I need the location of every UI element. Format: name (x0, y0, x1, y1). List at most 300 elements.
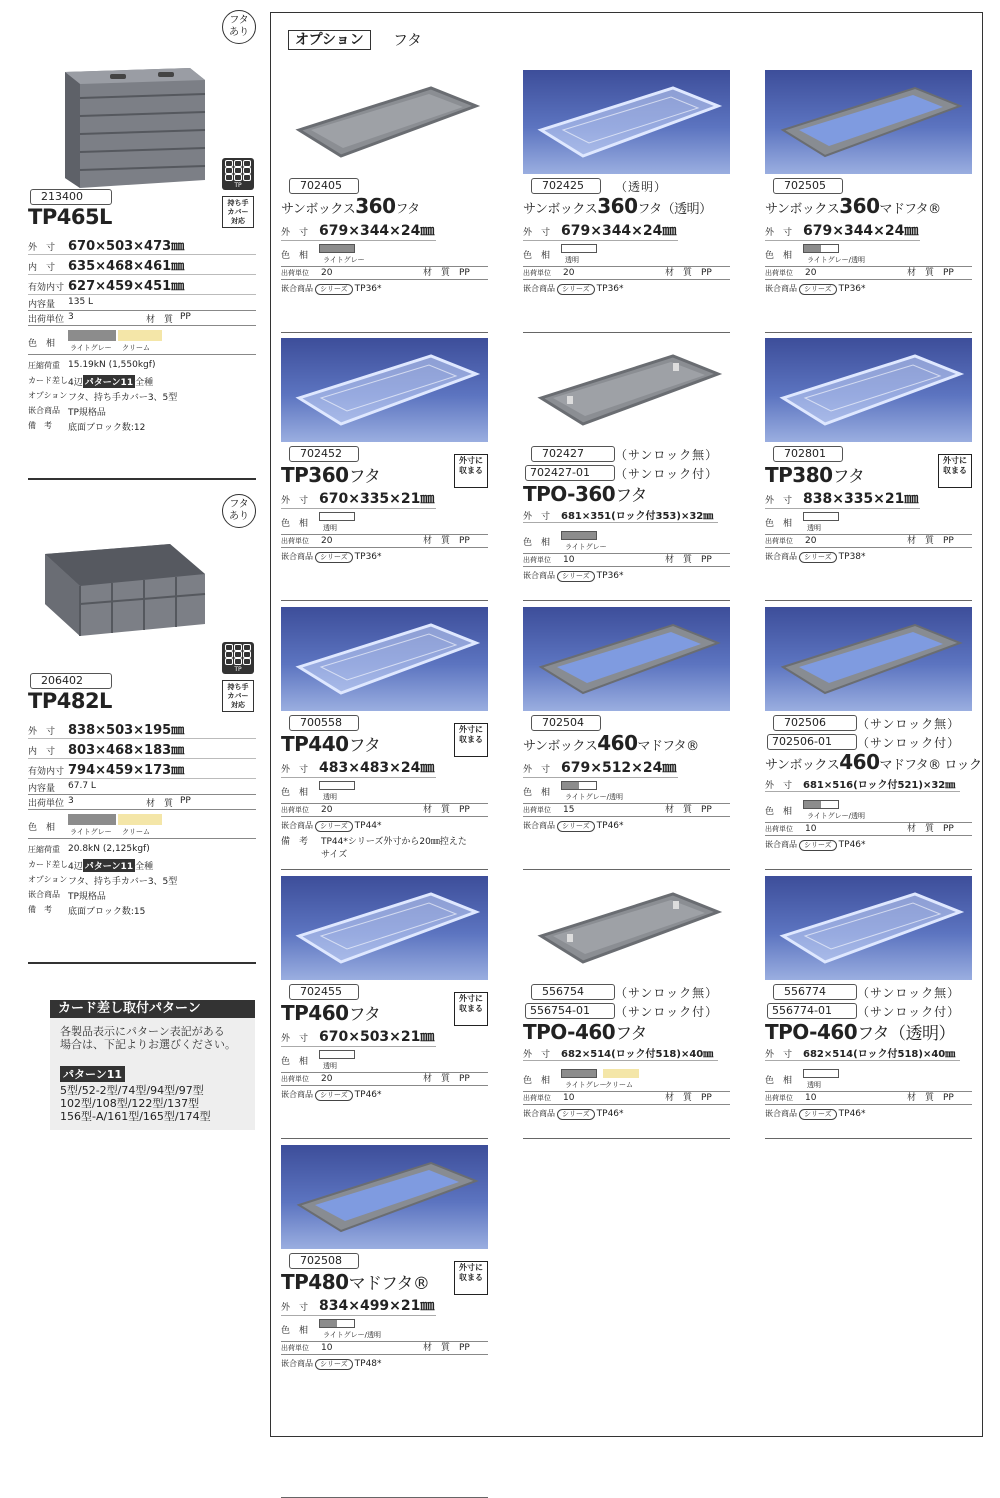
lid-photo (281, 876, 488, 980)
lid-dimensions (281, 488, 436, 509)
dimension-value: 627×459×451㎜ (68, 279, 185, 294)
lid-ship-row (523, 553, 730, 567)
lid-name (281, 1269, 429, 1294)
note-line-1: TP44*シリーズ外寸から20㎜控えた (321, 837, 467, 847)
compat-label: 嵌合商品 (523, 1109, 555, 1118)
ship-label: 出荷単位 (281, 537, 309, 545)
material-value: PP (943, 268, 954, 278)
lid-color-swatch (561, 244, 597, 253)
lid-compat (765, 551, 866, 563)
lid-dimensions (523, 757, 678, 778)
ship-value: 10 (563, 555, 575, 565)
lid-photo (765, 338, 972, 442)
handle-cover-badge: 持ち手 カバー 対応 (222, 680, 254, 712)
outer-label: 外 寸 (281, 765, 309, 775)
spec-label: オプション (28, 391, 68, 400)
material-value: PP (459, 536, 470, 546)
dimension-label: 有効内寸 (28, 767, 65, 777)
ship-label: 出荷単位 (523, 269, 551, 277)
lid-name-number: 460 (597, 731, 638, 755)
lid-name-number: TP480 (281, 1270, 349, 1294)
card-pattern-line2: 102型/108型/122型/137型 (60, 1097, 200, 1110)
lid-photo (523, 607, 730, 711)
color-label: 色 相 (523, 538, 551, 548)
lid-name (765, 1019, 955, 1044)
color-label: 色 相 (765, 519, 793, 529)
lid-code: 702427 (531, 446, 615, 462)
ship-label: 出荷単位 (281, 1344, 309, 1352)
material-label: 材 質 (423, 536, 451, 546)
box-image (40, 60, 210, 200)
lid-code: 702506 (773, 715, 857, 731)
volume-row (28, 781, 256, 795)
volume-value: 67.7 L (68, 781, 96, 791)
lid-dimensions (281, 220, 436, 241)
swatch-cream (118, 814, 162, 825)
material-value: PP (701, 1093, 712, 1103)
lid-code: 556774 (773, 984, 857, 1000)
lid-color-swatch (319, 1319, 355, 1328)
lid-ship-row (281, 1072, 488, 1086)
color-label: 色 相 (281, 251, 309, 261)
lid-name-prefix: サンボックス (281, 202, 356, 217)
lid-code-note: （サンロック無） (857, 717, 961, 731)
lid-compat (765, 1108, 866, 1120)
color-label: 色 相 (281, 519, 309, 529)
color-label: 色 相 (28, 339, 56, 349)
lid-name (765, 462, 864, 487)
lid-illustration (281, 1145, 488, 1249)
dimension-value: 803×468×183㎜ (68, 743, 185, 758)
lid-name (281, 731, 380, 756)
grid-cell-icon (243, 651, 251, 658)
lid-code-note: （サンロック無） (615, 986, 719, 1000)
card-all: 全種 (135, 862, 154, 872)
lid-dimensions (765, 488, 920, 509)
ship-value: 20 (321, 1074, 333, 1084)
lid-illustration (281, 876, 488, 980)
spec-value: 底面ブロック数:12 (68, 423, 146, 433)
material-label: 材 質 (423, 1074, 451, 1084)
lid-dimensions (523, 1045, 718, 1061)
tp-standard-icon (222, 642, 254, 674)
lid-compat (281, 1358, 382, 1370)
spec-row (28, 375, 153, 388)
material-value: PP (180, 312, 191, 322)
dimension-row (28, 255, 256, 275)
cell-divider (281, 869, 488, 870)
fits-outer-badge: 外寸に 収まる (454, 454, 488, 488)
cell-divider (523, 1138, 730, 1139)
material-label: 材 質 (423, 805, 451, 815)
ship-value: 20 (321, 536, 333, 546)
lid-color-swatch (561, 1069, 597, 1078)
lid-name-suffix: フタ (395, 202, 420, 217)
ship-value: 20 (321, 805, 333, 815)
compat-value: TP46* (596, 821, 624, 831)
series-pill: シリーズ (799, 552, 837, 563)
material-value: PP (459, 1343, 470, 1353)
outer-label: 外 寸 (765, 781, 793, 791)
lid-code: 702425 (531, 178, 601, 194)
card-pattern-line3: 156型-A/161型/165型/174型 (60, 1110, 211, 1123)
cell-divider (765, 600, 972, 601)
grid-cell-icon (234, 174, 242, 181)
ship-value: 20 (805, 268, 817, 278)
card-pattern-label: パターン11 (60, 1066, 125, 1082)
color-label: 色 相 (765, 807, 793, 817)
lid-color-swatch (319, 512, 355, 521)
lid-photo (281, 1145, 488, 1249)
lid-name-number: TPO-460 (523, 1020, 616, 1044)
spec-value: フタ、持ち手カバー3、5型 (68, 393, 178, 403)
lid-compat (523, 570, 624, 582)
lid-color-name: ライトグレー/透明 (807, 256, 866, 264)
lid-compat (523, 283, 624, 295)
product-code: 206402 (30, 673, 112, 689)
lid-name (765, 194, 941, 218)
lid-color-swatch (319, 781, 355, 790)
lid-illustration (281, 607, 488, 711)
lid-name-suffix: マドフタ® (879, 202, 941, 217)
lid-code-2-note: （サンロック付） (615, 467, 719, 481)
lid-name-suffix: フタ (615, 1024, 648, 1044)
lid-illustration (765, 607, 972, 711)
lid-included-badge: フタ あり (222, 10, 256, 44)
series-pill: シリーズ (557, 1109, 595, 1120)
compat-value: TP36* (354, 284, 382, 294)
lid-color-name: ライトグレー/透明 (807, 812, 866, 820)
cell-divider (523, 600, 730, 601)
outer-value: 670×503×21㎜ (319, 1029, 435, 1045)
outer-value: 681×516(ロック付521)×32㎜ (803, 780, 956, 791)
dimension-value: 635×468×461㎜ (68, 259, 185, 274)
volume-label: 内容量 (28, 784, 56, 794)
lid-name-number: TP380 (765, 463, 833, 487)
lid-illustration (523, 607, 730, 711)
ship-label: 出荷単位 (28, 315, 65, 325)
lid-name-suffix: フタ（透明） (857, 1024, 956, 1044)
lid-code: 702504 (531, 715, 601, 731)
fits-outer-badge: 外寸に 収まる (938, 454, 972, 488)
lid-dimensions (765, 1045, 960, 1061)
lid-name-suffix: マドフタ® ロック (879, 758, 982, 773)
lid-code-note: （透明） (615, 180, 668, 194)
material-label: 材 質 (907, 536, 935, 546)
spec-row (28, 859, 153, 872)
cell-divider (281, 600, 488, 601)
left-divider-2 (28, 962, 256, 964)
lid-name-prefix: サンボックス (765, 758, 840, 773)
lid-code: 702508 (289, 1253, 359, 1269)
card-pattern-tag: パターン11 (83, 859, 135, 872)
lid-color-name: 透明 (323, 793, 337, 801)
lid-illustration (765, 338, 972, 442)
dimension-label: 内 寸 (28, 263, 56, 273)
spec-label: カード差し (28, 376, 68, 385)
lid-name (281, 462, 380, 487)
lid-color-name: ライトグレー (565, 543, 607, 551)
grid-cell-icon (234, 167, 242, 174)
color-name-1: ライトグレー (70, 344, 112, 352)
series-pill: シリーズ (799, 1109, 837, 1120)
lid-code-note: （サンロック無） (857, 986, 961, 1000)
lid-name-prefix: サンボックス (523, 202, 598, 217)
compat-value: TP46* (596, 1109, 624, 1119)
material-label: 材 質 (907, 1093, 935, 1103)
lid-illustration (281, 70, 488, 174)
lid-code: 702455 (289, 984, 359, 1000)
spec-label: 圧縮荷重 (28, 845, 60, 854)
lid-name-number: TPO-360 (523, 482, 616, 506)
grid-cell-icon (225, 651, 233, 658)
spec-label: オプション (28, 875, 68, 884)
ship-value: 10 (805, 824, 817, 834)
color-label: 色 相 (765, 251, 793, 261)
cell-divider (281, 1138, 488, 1139)
grid-cell-icon (234, 658, 242, 665)
lid-name (281, 1000, 380, 1025)
lid-photo (523, 338, 730, 442)
lid-name (523, 194, 712, 218)
compat-value: TP36* (354, 552, 382, 562)
series-pill: シリーズ (557, 284, 595, 295)
lid-name-suffix: フタ (615, 486, 648, 506)
color-label: 色 相 (523, 788, 551, 798)
product-name: TP465L (28, 205, 112, 229)
color-name-2: クリーム (122, 828, 150, 836)
lid-name-prefix: サンボックス (765, 202, 840, 217)
product-code: 213400 (30, 189, 112, 205)
lid-illustration (523, 876, 730, 980)
lid-name-suffix: マドフタ® (637, 739, 699, 754)
outer-label: 外 寸 (765, 496, 793, 506)
lid-ship-row (281, 534, 488, 548)
lid-ship-row (765, 822, 972, 836)
series-pill: シリーズ (557, 571, 595, 582)
spec-value: フタ、持ち手カバー3、5型 (68, 877, 178, 887)
outer-label: 外 寸 (765, 1050, 793, 1060)
ship-row (28, 312, 256, 326)
compat-value: TP36* (596, 571, 624, 581)
grid-cell-icon (225, 160, 233, 167)
lid-code: 702452 (289, 446, 359, 462)
material-value: PP (943, 536, 954, 546)
lid-illustration (523, 70, 730, 174)
lid-color-name: 透明 (565, 256, 579, 264)
cell-divider (281, 332, 488, 333)
outer-value: 679×344×24㎜ (319, 223, 435, 239)
dimension-row (28, 759, 256, 779)
lid-color-name: 透明 (323, 1062, 337, 1070)
lid-color-name: 透明 (807, 524, 821, 532)
swatch-cream (118, 330, 162, 341)
lid-code-2-note: （サンロック付） (857, 1005, 961, 1019)
fits-outer-badge: 外寸に 収まる (454, 992, 488, 1026)
section-option-label: オプション (288, 30, 371, 50)
dimension-row (28, 275, 256, 295)
lid-name-prefix: サンボックス (523, 739, 598, 754)
lid-code: 702505 (773, 178, 843, 194)
tp-standard-icon (222, 158, 254, 190)
color-name-2: クリーム (122, 344, 150, 352)
spec-value: TP規格品 (68, 892, 106, 902)
cell-divider (765, 869, 972, 870)
lid-dimensions (765, 220, 920, 241)
spec-label: 嵌合商品 (28, 406, 60, 415)
ship-label: 出荷単位 (523, 1094, 551, 1102)
compat-label: 嵌合商品 (765, 1109, 797, 1118)
lid-illustration (523, 338, 730, 442)
lid-dimensions (523, 507, 718, 523)
material-label: 材 質 (423, 268, 451, 278)
compat-label: 嵌合商品 (281, 1359, 313, 1368)
outer-label: 外 寸 (523, 228, 551, 238)
outer-value: 679×512×24㎜ (561, 760, 677, 776)
grid-cell-icon (243, 174, 251, 181)
outer-value: 679×344×24㎜ (803, 223, 919, 239)
lid-dimensions (281, 1295, 436, 1316)
material-label: 材 質 (665, 805, 693, 815)
lid-color-swatch (803, 512, 839, 521)
series-pill: シリーズ (315, 1359, 353, 1370)
spec-label: 備 考 (28, 421, 52, 430)
material-value: PP (701, 268, 712, 278)
box-image (40, 514, 210, 654)
spec-value: 15.19kN (1,550kgf) (68, 360, 156, 370)
lid-photo (281, 70, 488, 174)
material-value: PP (459, 1074, 470, 1084)
lid-code-2: 702506-01 (767, 734, 857, 750)
tp-icon-label: TP (234, 666, 242, 673)
lid-color-swatch (561, 781, 597, 790)
lid-name-number: TP460 (281, 1001, 349, 1025)
grid-cell-icon (243, 658, 251, 665)
dimension-label: 内 寸 (28, 747, 56, 757)
lid-dimensions (523, 220, 678, 241)
material-value: PP (459, 805, 470, 815)
lid-photo (523, 70, 730, 174)
outer-label: 外 寸 (281, 228, 309, 238)
ship-value: 15 (563, 805, 575, 815)
lid-color-name: ライトグレー/透明 (323, 1331, 382, 1339)
color-label: 色 相 (281, 1057, 309, 1067)
dimension-value: 838×503×195㎜ (68, 723, 185, 738)
color-divider (28, 838, 256, 839)
lid-color-swatch (803, 244, 839, 253)
lid-name-number: 360 (839, 194, 880, 218)
lid-ship-row (765, 1091, 972, 1105)
lid-name (765, 750, 982, 774)
compat-value: TP46* (838, 840, 866, 850)
compat-value: TP44* (354, 821, 382, 831)
card-pattern-line1: 5型/52-2型/74型/94型/97型 (60, 1084, 204, 1097)
spec-row (28, 360, 155, 371)
spec-row (28, 420, 145, 433)
lid-ship-row (765, 266, 972, 280)
card-sides: 4辺 (68, 862, 83, 872)
product-name: TP482L (28, 689, 112, 713)
lid-name-number: TPO-460 (765, 1020, 858, 1044)
material-value: PP (943, 824, 954, 834)
compat-label: 嵌合商品 (281, 1090, 313, 1099)
material-label: 材 質 (907, 268, 935, 278)
lid-color-name-2: クリーム (605, 1081, 633, 1089)
grid-cell-icon (225, 167, 233, 174)
lid-color-swatch (561, 531, 597, 540)
spec-label: カード差し (28, 860, 68, 869)
lid-photo (281, 607, 488, 711)
swatch-gray (68, 330, 116, 341)
compat-label: 嵌合商品 (523, 571, 555, 580)
lid-ship-row (281, 1341, 488, 1355)
cell-divider (523, 869, 730, 870)
ship-label: 出荷単位 (765, 537, 793, 545)
compat-label: 嵌合商品 (765, 840, 797, 849)
lid-name (281, 194, 420, 218)
outer-value: 838×335×21㎜ (803, 491, 919, 507)
grid-cell-icon (243, 160, 251, 167)
lid-color-name: ライトグレー (323, 256, 365, 264)
lid-photo (765, 70, 972, 174)
compat-value: TP36* (596, 284, 624, 294)
grid-cell-icon (243, 644, 251, 651)
dimension-label: 外 寸 (28, 243, 56, 253)
spec-value: 20.8kN (2,125kgf) (68, 844, 150, 854)
lid-ship-row (523, 266, 730, 280)
lid-dimensions (281, 757, 436, 778)
spec-label: 嵌合商品 (28, 890, 60, 899)
card-pattern-tag: パターン11 (83, 375, 135, 388)
lid-color-name: ライトグレー (565, 1081, 607, 1089)
material-label: 材 質 (665, 268, 693, 278)
material-value: PP (943, 1093, 954, 1103)
lid-name (523, 481, 647, 506)
lid-code-2: 702427-01 (525, 465, 615, 481)
handle-cover-badge: 持ち手 カバー 対応 (222, 196, 254, 228)
series-pill: シリーズ (315, 552, 353, 563)
dimension-row (28, 235, 256, 255)
compat-value: TP46* (838, 1109, 866, 1119)
swatch-gray (68, 814, 116, 825)
compat-label: 嵌合商品 (281, 284, 313, 293)
lid-color-name: 透明 (807, 1081, 821, 1089)
material-value: PP (701, 555, 712, 565)
ship-value: 3 (68, 796, 74, 806)
material-label: 材 質 (146, 315, 174, 325)
outer-label: 外 寸 (523, 512, 551, 522)
lid-name-suffix: フタ (348, 1005, 381, 1025)
card-all: 全種 (135, 378, 154, 388)
ship-label: 出荷単位 (765, 825, 793, 833)
card-pattern-desc1: 各製品表示にパターン表記がある (60, 1025, 225, 1038)
compat-value: TP48* (354, 1359, 382, 1369)
lid-illustration (765, 70, 972, 174)
lid-name (523, 731, 699, 755)
color-label: 色 相 (523, 251, 551, 261)
ship-value: 10 (563, 1093, 575, 1103)
lid-photo (765, 607, 972, 711)
series-pill: シリーズ (557, 821, 595, 832)
lid-code-2-note: （サンロック付） (615, 1005, 719, 1019)
ship-label: 出荷単位 (765, 269, 793, 277)
outer-value: 679×344×24㎜ (561, 223, 677, 239)
ship-label: 出荷単位 (28, 799, 65, 809)
material-label: 材 質 (665, 1093, 693, 1103)
lid-compat (523, 820, 624, 832)
material-value: PP (180, 796, 191, 806)
cell-divider (765, 1138, 972, 1139)
